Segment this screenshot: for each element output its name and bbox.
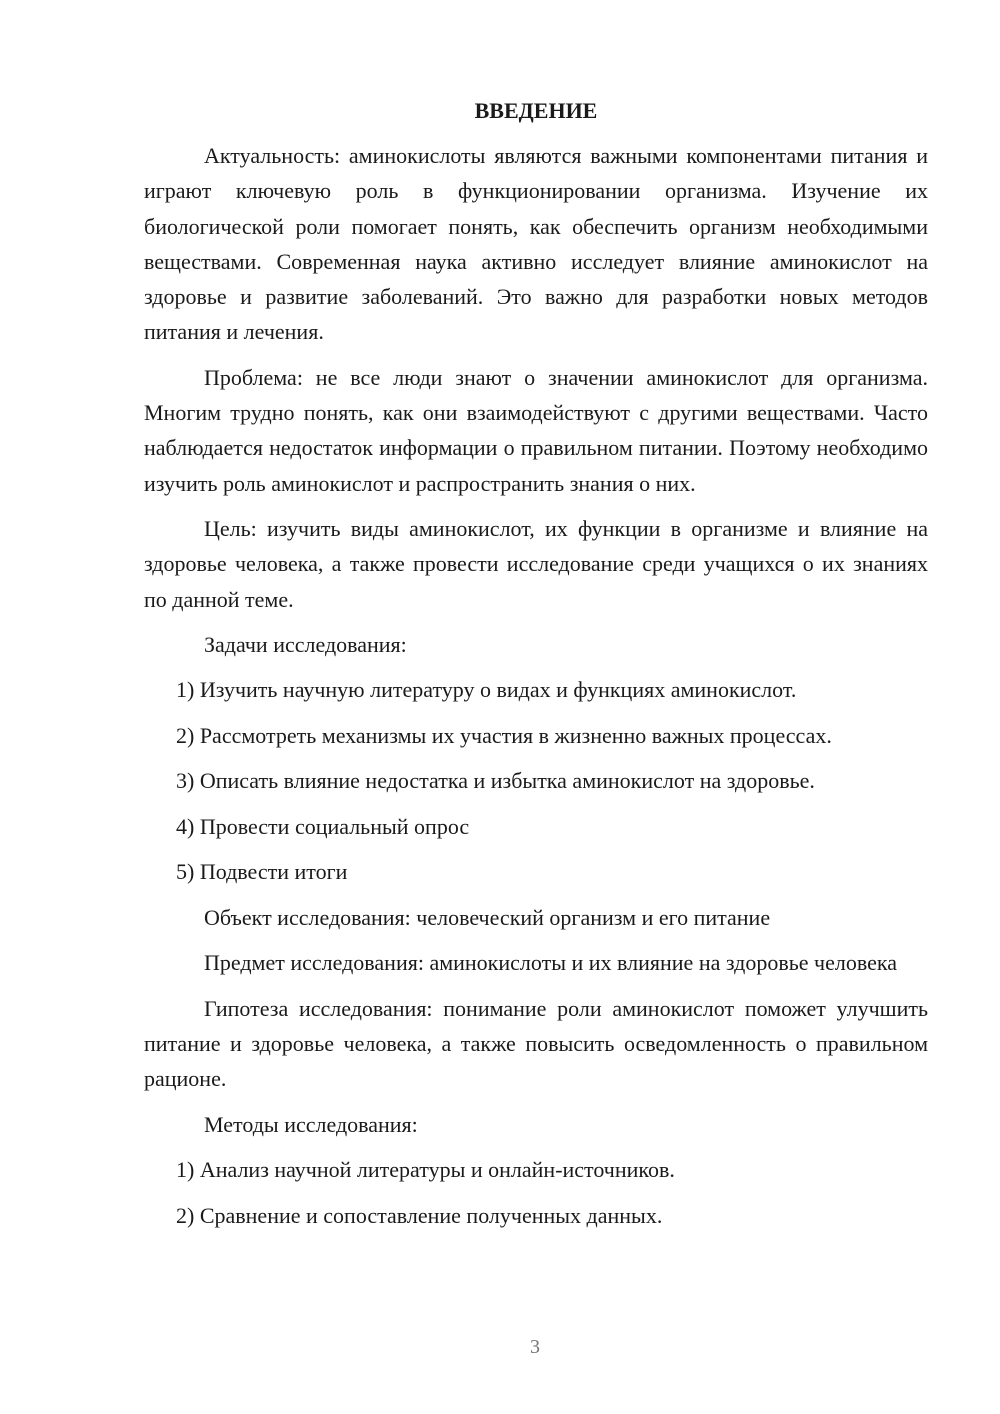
section-title: ВВЕДЕНИЕ <box>474 98 598 123</box>
task-item: 4) Провести социальный опрос <box>176 813 470 839</box>
relevance-paragraph: Актуальность: аминокислоты являются важными компонентами питания и играют ключевую роль в функционировании организма. Изучение их биологической роли помогает понять, как обеспечить организм необходимыми веществами. Современная наука активно исследует влияние аминокислот на здоровье и развитие заболеваний. Это важно для разработки новых методов питания и лечения. <box>144 143 928 345</box>
task-item: 1) Изучить научную литературу о видах и функциях аминокислот. <box>176 677 797 703</box>
goal-paragraph: Цель: изучить виды аминокислот, их функции в организме и влияние на здоровье человека, а также провести исследование среди учащихся о их знаниях по данной теме. <box>144 515 928 612</box>
hypothesis-paragraph: Гипотеза исследования: понимание роли аминокислот поможет улучшить питание и здоровье человека, а также повысить осведомленность о правильном рационе. <box>144 995 928 1092</box>
page-number: 3 <box>530 1336 540 1358</box>
document-page <box>144 96 928 1243</box>
object-line: Объект исследования: человеческий организм и его питание <box>204 904 771 930</box>
task-item: 5) Подвести итоги <box>176 859 348 885</box>
tasks-heading: Задачи исследования: <box>204 631 407 657</box>
task-item: 3) Описать влияние недостатка и избытка аминокислот на здоровье. <box>176 768 815 794</box>
subject-paragraph: Предмет исследования: аминокислоты и их влияние на здоровье человека <box>204 950 897 976</box>
method-item: 2) Сравнение и сопоставление полученных данных. <box>176 1202 663 1228</box>
problem-paragraph: Проблема: не все люди знают о значении аминокислот для организма. Многим трудно понять, как они взаимодействуют с другими веществами. Часто наблюдается недостаток информации о правильном питании. Поэтому необходимо изучить роль аминокислот и распространить знания о них. <box>144 364 928 496</box>
task-item: 2) Рассмотреть механизмы их участия в жизненно важных процессах. <box>176 722 832 748</box>
methods-heading: Методы исследования: <box>204 1111 418 1137</box>
method-item: 1) Анализ научной литературы и онлайн-источников. <box>176 1157 675 1183</box>
